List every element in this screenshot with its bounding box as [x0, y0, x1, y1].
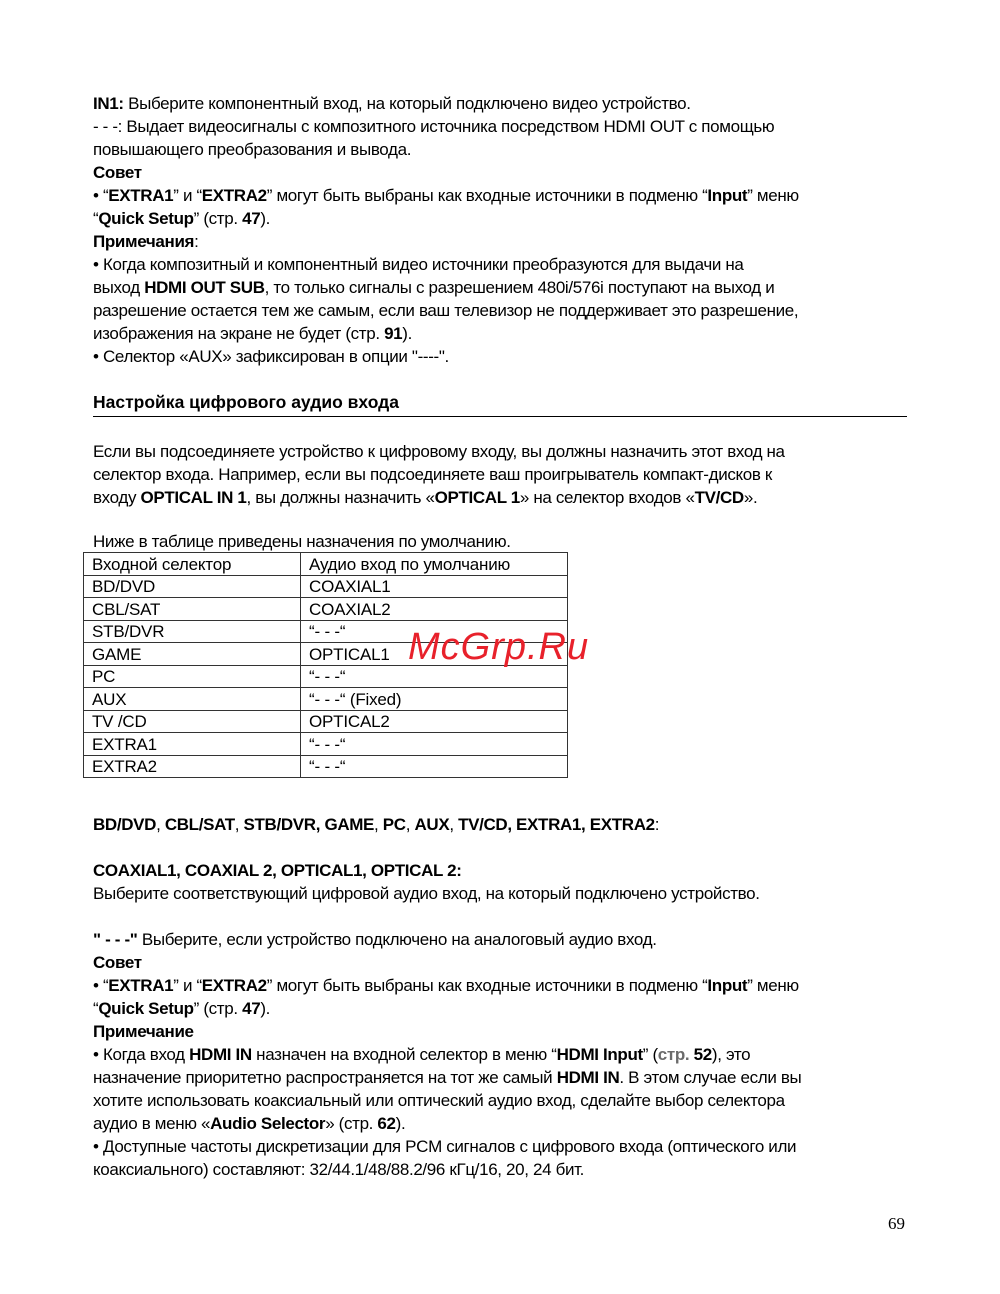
text-line	[93, 974, 801, 997]
text: ” (	[642, 1045, 658, 1064]
table-row	[84, 575, 568, 598]
text: , то только сигналы с разрешением 480i/576i поступают на выход и	[264, 278, 775, 297]
text-line	[93, 1112, 801, 1135]
audio-input-cell: “- - -“	[301, 755, 568, 778]
bold-text: CBL/SAT	[164, 815, 235, 834]
text: ” могут быть выбраны как входные источники в подменю “	[266, 186, 708, 205]
text-line	[93, 138, 799, 161]
text-line	[93, 859, 801, 882]
text: Если вы подсоединяете устройство к цифровому входу, вы должны назначить этот вход на	[93, 442, 785, 461]
bold-text: EXTRA2	[201, 186, 267, 205]
text: ».	[743, 488, 758, 507]
bold-text: OPTICAL 1	[434, 488, 520, 507]
text: хотите использовать коаксиальный или оптический аудио вход, сделайте выбор селектора	[93, 1091, 785, 1110]
text: повышающего преобразования и вывода.	[93, 140, 412, 159]
audio-input-cell: “- - -“	[301, 665, 568, 688]
text: :	[654, 815, 660, 834]
text-line	[93, 253, 799, 276]
bold-text: 47	[242, 209, 261, 228]
text: ).	[260, 209, 270, 228]
audio-input-cell: COAXIAL2	[301, 598, 568, 621]
text-line	[93, 322, 799, 345]
text: Выберите компонентный вход, на который подключено видео устройство.	[123, 94, 691, 113]
table-row	[84, 733, 568, 756]
text-line	[93, 345, 799, 368]
text: ,	[405, 815, 415, 834]
text-line	[93, 207, 799, 230]
bold-text: HDMI Input	[556, 1045, 643, 1064]
text-line	[93, 1066, 801, 1089]
audio-input-cell: “- - -“	[301, 620, 568, 643]
text: • Когда композитный и компонентный видео источники преобразуются для выдачи на	[93, 255, 744, 274]
input-selector-cell: TV /CD	[84, 710, 301, 733]
audio-input-cell: COAXIAL1	[301, 575, 568, 598]
bold-text: OPTICAL IN 1	[140, 488, 247, 507]
bold-text: TV/CD	[694, 488, 744, 507]
bold-text: Примечания	[93, 232, 195, 251]
audio-input-cell: OPTICAL2	[301, 710, 568, 733]
text: выход	[93, 278, 145, 297]
page-number: 69	[888, 1214, 905, 1233]
table-caption	[93, 530, 511, 553]
text: ” меню	[747, 186, 799, 205]
text: ).	[395, 1114, 406, 1133]
text: коаксиального) составляют: 32/44.1/48/88.2/96 кГц/16, 20, 24 бит.	[93, 1160, 585, 1179]
text: , вы должны назначить «	[246, 488, 435, 507]
text: ” (стр.	[193, 209, 243, 228]
text: ,	[449, 815, 459, 834]
input-selector-cell: BD/DVD	[84, 575, 301, 598]
text: » (стр.	[325, 1114, 378, 1133]
text-line	[93, 1158, 801, 1181]
text: Ниже в таблице приведены назначения по умолчанию.	[93, 532, 511, 551]
text: ” (стр.	[193, 999, 243, 1018]
bold-text: COAXIAL1, COAXIAL 2, OPTICAL1, OPTICAL 2:	[93, 861, 462, 880]
table-header-row	[84, 553, 568, 576]
bold-text: 52	[693, 1045, 712, 1064]
text-line	[93, 813, 801, 836]
text: ).	[402, 324, 412, 343]
bold-text: Quick Setup	[98, 209, 194, 228]
audio-input-cell: OPTICAL1	[301, 643, 568, 666]
text: изображения на экране не будет (стр.	[93, 324, 385, 343]
bold-text: Quick Setup	[98, 999, 194, 1018]
input-selector-cell: AUX	[84, 688, 301, 711]
section-intro-paragraph	[93, 440, 785, 509]
text-line	[93, 299, 799, 322]
text: ” и “	[173, 186, 202, 205]
watermark-logo: McGrp.Ru	[408, 626, 590, 668]
bold-text: STB/DVR, GAME	[243, 815, 375, 834]
bold-text: TV/CD, EXTRA1, EXTRA2	[458, 815, 655, 834]
bold-text: HDMI IN	[556, 1068, 620, 1087]
text-line	[93, 115, 799, 138]
text-line	[93, 1135, 801, 1158]
text-line	[93, 997, 801, 1020]
text-line	[93, 905, 801, 928]
bold-text: " - - -"	[93, 930, 138, 949]
text-line	[93, 161, 799, 184]
bold-text: HDMI IN	[189, 1045, 252, 1064]
input-selector-cell: EXTRA1	[84, 733, 301, 756]
bold-text: Примечание	[93, 1022, 194, 1041]
text: ), это	[711, 1045, 751, 1064]
bold-text: EXTRA2	[201, 976, 267, 995]
text: ” и “	[173, 976, 202, 995]
text: “	[93, 209, 99, 228]
text: ” могут быть выбраны как входные источники в подменю “	[266, 976, 708, 995]
text: Выберите, если устройство подключено на аналоговый аудио вход.	[137, 930, 657, 949]
bold-text: 91	[384, 324, 403, 343]
input-selector-cell: GAME	[84, 643, 301, 666]
bold-text: BD/DVD	[93, 815, 157, 834]
bold-text: Audio Selector	[210, 1114, 326, 1133]
text: ,	[156, 815, 165, 834]
input-selector-cell: STB/DVR	[84, 620, 301, 643]
text-line	[93, 184, 799, 207]
table-row	[84, 598, 568, 621]
text: “	[93, 999, 99, 1018]
selector-description-block	[93, 813, 801, 1181]
table-row	[84, 688, 568, 711]
text: ,	[234, 815, 244, 834]
text-line	[93, 530, 511, 553]
text: . В этом случае если вы	[619, 1068, 802, 1087]
text-line	[93, 276, 799, 299]
bold-text: HDMI OUT SUB	[144, 278, 265, 297]
text-line	[93, 230, 799, 253]
text-line	[93, 1020, 801, 1043]
intro-notes-block	[93, 92, 799, 368]
input-selector-cell: CBL/SAT	[84, 598, 301, 621]
text: • “	[93, 186, 109, 205]
bold-text: Совет	[93, 163, 142, 182]
audio-input-cell: Аудио вход по умолчанию	[301, 553, 568, 576]
table-row	[84, 755, 568, 778]
table-row	[84, 710, 568, 733]
bold-text: AUX	[414, 815, 450, 834]
text: назначен на входной селектор в меню “	[251, 1045, 557, 1064]
text: разрешение остается тем же самым, если ваш телевизор не поддерживает это разрешение,	[93, 301, 799, 320]
text: ).	[260, 999, 270, 1018]
text: - - -: Выдает видеосигналы с композитного источника посредством HDMI OUT с помощью	[93, 117, 775, 136]
bold-text: Input	[707, 186, 748, 205]
text: селектор входа. Например, если вы подсоединяете ваш проигрыватель компакт-дисков к	[93, 465, 773, 484]
text: ,	[374, 815, 383, 834]
bold-text: Совет	[93, 953, 142, 972]
bold-text: 47	[242, 999, 261, 1018]
text-line	[93, 1089, 801, 1112]
audio-input-cell: “- - -“	[301, 733, 568, 756]
text-line	[93, 836, 801, 859]
text-line	[93, 463, 785, 486]
text: • Селектор «AUX» зафиксирован в опции "----".	[93, 347, 449, 366]
text-line	[93, 440, 785, 463]
text-line	[93, 928, 801, 951]
bold-text: Input	[707, 976, 748, 995]
text: ” меню	[747, 976, 799, 995]
text: • Доступные частоты дискретизации для PCM сигналов с цифрового входа (оптического или	[93, 1137, 797, 1156]
bold-text: EXTRA1	[108, 976, 174, 995]
text: входу	[93, 488, 141, 507]
input-selector-cell: PC	[84, 665, 301, 688]
text: » на селектор входов «	[519, 488, 695, 507]
text-line	[93, 1043, 801, 1066]
input-selector-cell: Входной селектор	[84, 553, 301, 576]
bold-text: EXTRA1	[108, 186, 174, 205]
text: Выберите соответствующий цифровой аудио вход, на который подключено устройство.	[93, 884, 760, 903]
text: • Когда вход	[93, 1045, 190, 1064]
text: :	[194, 232, 199, 251]
bold-text: PC	[382, 815, 406, 834]
text-line	[93, 951, 801, 974]
section-heading: Настройка цифрового аудио входа	[93, 391, 907, 417]
text-line	[93, 486, 785, 509]
text-line	[93, 92, 799, 115]
text: назначение приоритетно распространяется на тот же самый	[93, 1068, 557, 1087]
text: • “	[93, 976, 109, 995]
audio-input-cell: “- - -“ (Fixed)	[301, 688, 568, 711]
text: аудио в меню «	[93, 1114, 211, 1133]
bold-text: IN1:	[93, 94, 124, 113]
bold-text: стр.	[657, 1045, 694, 1064]
bold-text: 62	[377, 1114, 396, 1133]
input-selector-cell: EXTRA2	[84, 755, 301, 778]
text-line	[93, 882, 801, 905]
